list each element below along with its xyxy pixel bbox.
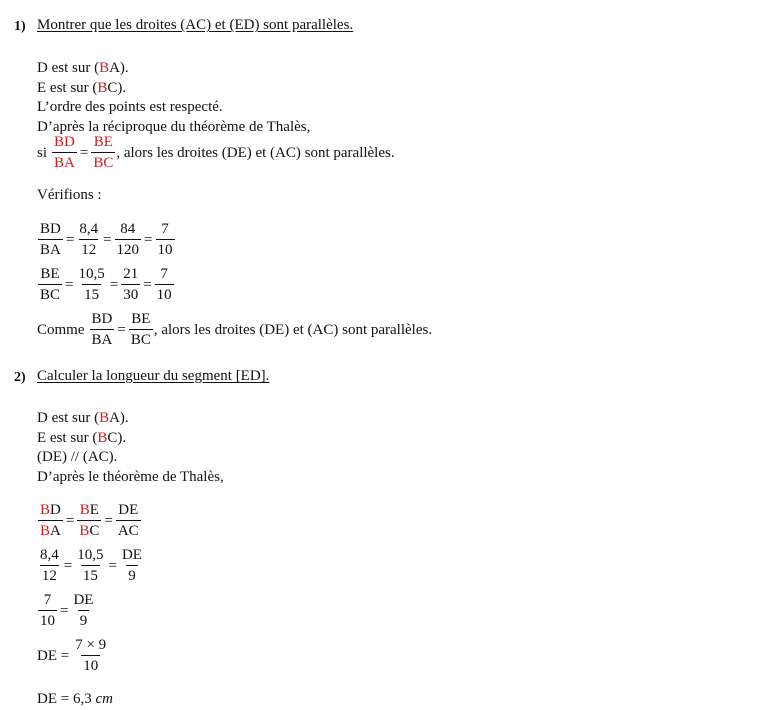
- q2-line-d-on-ba: D est sur (BA).: [37, 410, 129, 426]
- fraction: $\frac{BE}{BC}$: [93, 134, 114, 171]
- q2-line-parallel: (DE) // (AC).: [37, 449, 118, 465]
- q2-equation-b: $\frac{8,4}{12}$ = $\frac{10,5}{15}$ = $\frac{DE}{9}$: [40, 547, 142, 584]
- q1-verifions: Vérifions :: [37, 187, 102, 203]
- q2-line-e-on-bc: E est sur (BC).: [37, 430, 127, 446]
- q1-equation-2: $\frac{BE}{BC}$ = $\frac{10,5}{15}$ = $\frac{21}{30}$ = $\frac{7}{10}$: [40, 266, 172, 303]
- q2-line-thales: D’après le théorème de Thalès,: [37, 469, 224, 485]
- q1-conclusion-line: Comme $\frac{BD}{BA}$ = $\frac{BE}{BC}$ , alors les droites (DE) et (AC) sont parallèles.: [37, 311, 433, 348]
- question-2-number: 2): [14, 370, 26, 385]
- q1-line-reciproque: D’après la réciproque du théorème de Thalès,: [37, 119, 311, 135]
- q1-line-e-on-bc: E est sur (BC).: [37, 80, 127, 96]
- question-2-title: Calculer la longueur du segment [ED].: [37, 368, 270, 384]
- q1-condition-line: si $\frac{BD}{BA}$ = $\frac{BE}{BC}$ , alors les droites (DE) et (AC) sont parallèles.: [37, 134, 395, 171]
- q2-equation-d: DE = $\frac{7 \times 9}{10}$: [37, 637, 107, 674]
- q1-equation-1: $\frac{BD}{BA}$ = $\frac{8,4}{12}$ = $\frac{84}{120}$ = $\frac{7}{10}$: [40, 221, 173, 258]
- question-1-number: 1): [14, 19, 26, 34]
- q2-equation-a: $\frac{BD}{BA}$ = $\frac{BE}{BC}$ = $\frac{DE}{AC}$: [40, 502, 139, 539]
- question-1-title: Montrer que les droites (AC) et (ED) sont parallèles.: [37, 17, 354, 33]
- q1-line-d-on-ba: D est sur (BA).: [37, 60, 129, 76]
- q2-equation-c: $\frac{7}{10}$ = $\frac{DE}{9}$: [40, 592, 94, 629]
- q2-result: DE = 6,3 cm: [37, 691, 113, 707]
- q1-line-order: L’ordre des points est respecté.: [37, 99, 223, 115]
- fraction: $\frac{BD}{BA}$: [54, 134, 75, 171]
